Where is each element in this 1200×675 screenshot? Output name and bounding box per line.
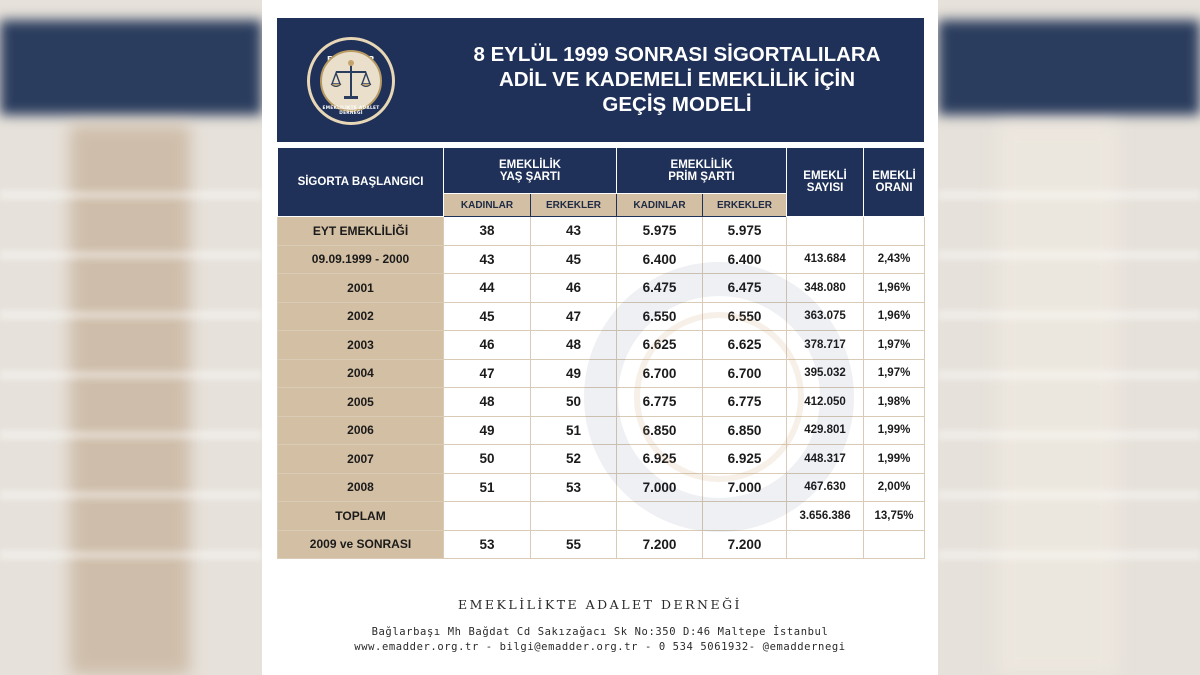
retiree-count-cell: 448.317 — [787, 445, 864, 474]
age-men-cell — [531, 502, 617, 531]
age-men-cell: 50 — [531, 388, 617, 417]
retiree-ratio-cell — [864, 217, 925, 246]
age-women-cell: 46 — [444, 331, 531, 360]
age-men-cell: 52 — [531, 445, 617, 474]
age-women-cell: 51 — [444, 473, 531, 502]
premium-men-cell: 7.000 — [703, 473, 787, 502]
retiree-ratio-cell: 1,99% — [864, 445, 925, 474]
age-women-cell: 49 — [444, 416, 531, 445]
retiree-ratio-cell: 2,00% — [864, 473, 925, 502]
subheader-premium-men: ERKEKLER — [703, 194, 787, 217]
age-women-cell: 48 — [444, 388, 531, 417]
age-men-cell: 51 — [531, 416, 617, 445]
page-title — [427, 42, 927, 117]
row-label-cell: 2001 — [278, 274, 444, 303]
table-row — [278, 445, 925, 474]
title-line-2: ADİL VE KADEMELİ EMEKLİLİK İÇİN — [498, 68, 856, 91]
retirement-table — [277, 147, 925, 559]
row-label-cell: 2007 — [278, 445, 444, 474]
premium-men-cell: 6.925 — [703, 445, 787, 474]
age-men-cell: 48 — [531, 331, 617, 360]
retiree-ratio-cell: 1,96% — [864, 302, 925, 331]
subheader-premium-women: KADINLAR — [617, 194, 703, 217]
header-banner — [277, 18, 924, 142]
age-women-cell: 44 — [444, 274, 531, 303]
table-row — [278, 331, 925, 360]
premium-women-cell: 6.775 — [617, 388, 703, 417]
table-row — [278, 473, 925, 502]
background-right-blur — [938, 0, 1200, 675]
premium-women-cell: 6.400 — [617, 245, 703, 274]
title-line-1: 8 EYLÜL 1999 SONRASI SİGORTALILARA — [473, 43, 881, 66]
premium-men-cell: 6.625 — [703, 331, 787, 360]
premium-women-cell: 6.925 — [617, 445, 703, 474]
retiree-count-cell: 467.630 — [787, 473, 864, 502]
logo-text-bottom: EMEKLİLİKTE ADALET DERNEĞİ — [322, 106, 380, 116]
table-row — [278, 530, 925, 559]
age-men-cell: 47 — [531, 302, 617, 331]
table-row — [278, 217, 925, 246]
scales-icon — [322, 52, 380, 110]
age-women-cell: 50 — [444, 445, 531, 474]
retiree-count-cell: 395.032 — [787, 359, 864, 388]
header-insurance-start: SİGORTA BAŞLANGICI — [278, 148, 444, 217]
age-women-cell: 53 — [444, 530, 531, 559]
scales-of-justice-icon — [320, 50, 382, 112]
retiree-count-cell — [787, 530, 864, 559]
premium-men-cell: 6.400 — [703, 245, 787, 274]
row-label-cell: 09.09.1999 - 2000 — [278, 245, 444, 274]
premium-women-cell: 6.625 — [617, 331, 703, 360]
retiree-ratio-cell: 1,97% — [864, 359, 925, 388]
age-women-cell: 38 — [444, 217, 531, 246]
age-men-cell: 46 — [531, 274, 617, 303]
premium-women-cell: 6.850 — [617, 416, 703, 445]
premium-men-cell: 7.200 — [703, 530, 787, 559]
age-men-cell: 55 — [531, 530, 617, 559]
table-row — [278, 302, 925, 331]
retiree-ratio-cell — [864, 530, 925, 559]
retiree-count-cell: 378.717 — [787, 331, 864, 360]
table-row — [278, 245, 925, 274]
retiree-ratio-cell: 1,99% — [864, 416, 925, 445]
row-label-cell: TOPLAM — [278, 502, 444, 531]
row-label-cell: 2006 — [278, 416, 444, 445]
premium-men-cell: 6.850 — [703, 416, 787, 445]
retiree-count-cell: 413.684 — [787, 245, 864, 274]
emadder-logo — [307, 37, 395, 125]
premium-men-cell: 6.775 — [703, 388, 787, 417]
footer-organization: EMEKLİLİKTE ADALET DERNEĞİ — [458, 597, 742, 612]
retiree-ratio-cell: 13,75% — [864, 502, 925, 531]
retiree-count-cell — [787, 217, 864, 246]
retiree-count-cell: 3.656.386 — [787, 502, 864, 531]
table-row — [278, 359, 925, 388]
premium-men-cell: 5.975 — [703, 217, 787, 246]
row-label-cell: 2008 — [278, 473, 444, 502]
title-line-3: GEÇİŞ MODELİ — [602, 93, 752, 116]
table-row — [278, 416, 925, 445]
age-men-cell: 53 — [531, 473, 617, 502]
subheader-age-women: KADINLAR — [444, 194, 531, 217]
age-men-cell: 49 — [531, 359, 617, 388]
row-label-cell: 2005 — [278, 388, 444, 417]
premium-men-cell: 6.550 — [703, 302, 787, 331]
premium-women-cell: 6.475 — [617, 274, 703, 303]
background-left-blur — [0, 0, 262, 675]
premium-men-cell: 6.475 — [703, 274, 787, 303]
age-women-cell: 43 — [444, 245, 531, 274]
retiree-count-cell: 429.801 — [787, 416, 864, 445]
retiree-ratio-cell: 1,97% — [864, 331, 925, 360]
table-row — [278, 274, 925, 303]
age-women-cell: 47 — [444, 359, 531, 388]
premium-women-cell: 7.000 — [617, 473, 703, 502]
retiree-count-cell: 363.075 — [787, 302, 864, 331]
premium-men-cell: 6.700 — [703, 359, 787, 388]
premium-women-cell: 5.975 — [617, 217, 703, 246]
premium-women-cell: 7.200 — [617, 530, 703, 559]
premium-men-cell — [703, 502, 787, 531]
row-label-cell: 2004 — [278, 359, 444, 388]
premium-women-cell — [617, 502, 703, 531]
retiree-count-cell: 348.080 — [787, 274, 864, 303]
age-women-cell — [444, 502, 531, 531]
header-retiree-count: EMEKLİ SAYISI — [787, 148, 864, 217]
header-premium-condition: EMEKLİLİK PRİM ŞARTI — [617, 148, 787, 194]
age-men-cell: 45 — [531, 245, 617, 274]
table-row — [278, 388, 925, 417]
retiree-ratio-cell: 2,43% — [864, 245, 925, 274]
row-label-cell: 2009 ve SONRASI — [278, 530, 444, 559]
table-row — [278, 502, 925, 531]
header-retiree-ratio: EMEKLİ ORANI — [864, 148, 925, 217]
header-age-condition: EMEKLİLİK YAŞ ŞARTI — [444, 148, 617, 194]
retiree-ratio-cell: 1,98% — [864, 388, 925, 417]
document-card — [262, 0, 938, 675]
footer-address: Bağlarbaşı Mh Bağdat Cd Sakızağacı Sk No:350 D:46 Maltepe İstanbul — [371, 626, 829, 638]
row-label-cell: EYT EMEKLİLİĞİ — [278, 217, 444, 246]
retiree-count-cell: 412.050 — [787, 388, 864, 417]
row-label-cell: 2002 — [278, 302, 444, 331]
premium-women-cell: 6.550 — [617, 302, 703, 331]
footer-contact: www.emadder.org.tr - bilgi@emadder.org.tr - 0 534 5061932- @emaddernegi — [354, 641, 846, 653]
subheader-age-men: ERKEKLER — [531, 194, 617, 217]
age-men-cell: 43 — [531, 217, 617, 246]
retiree-ratio-cell: 1,96% — [864, 274, 925, 303]
row-label-cell: 2003 — [278, 331, 444, 360]
premium-women-cell: 6.700 — [617, 359, 703, 388]
age-women-cell: 45 — [444, 302, 531, 331]
